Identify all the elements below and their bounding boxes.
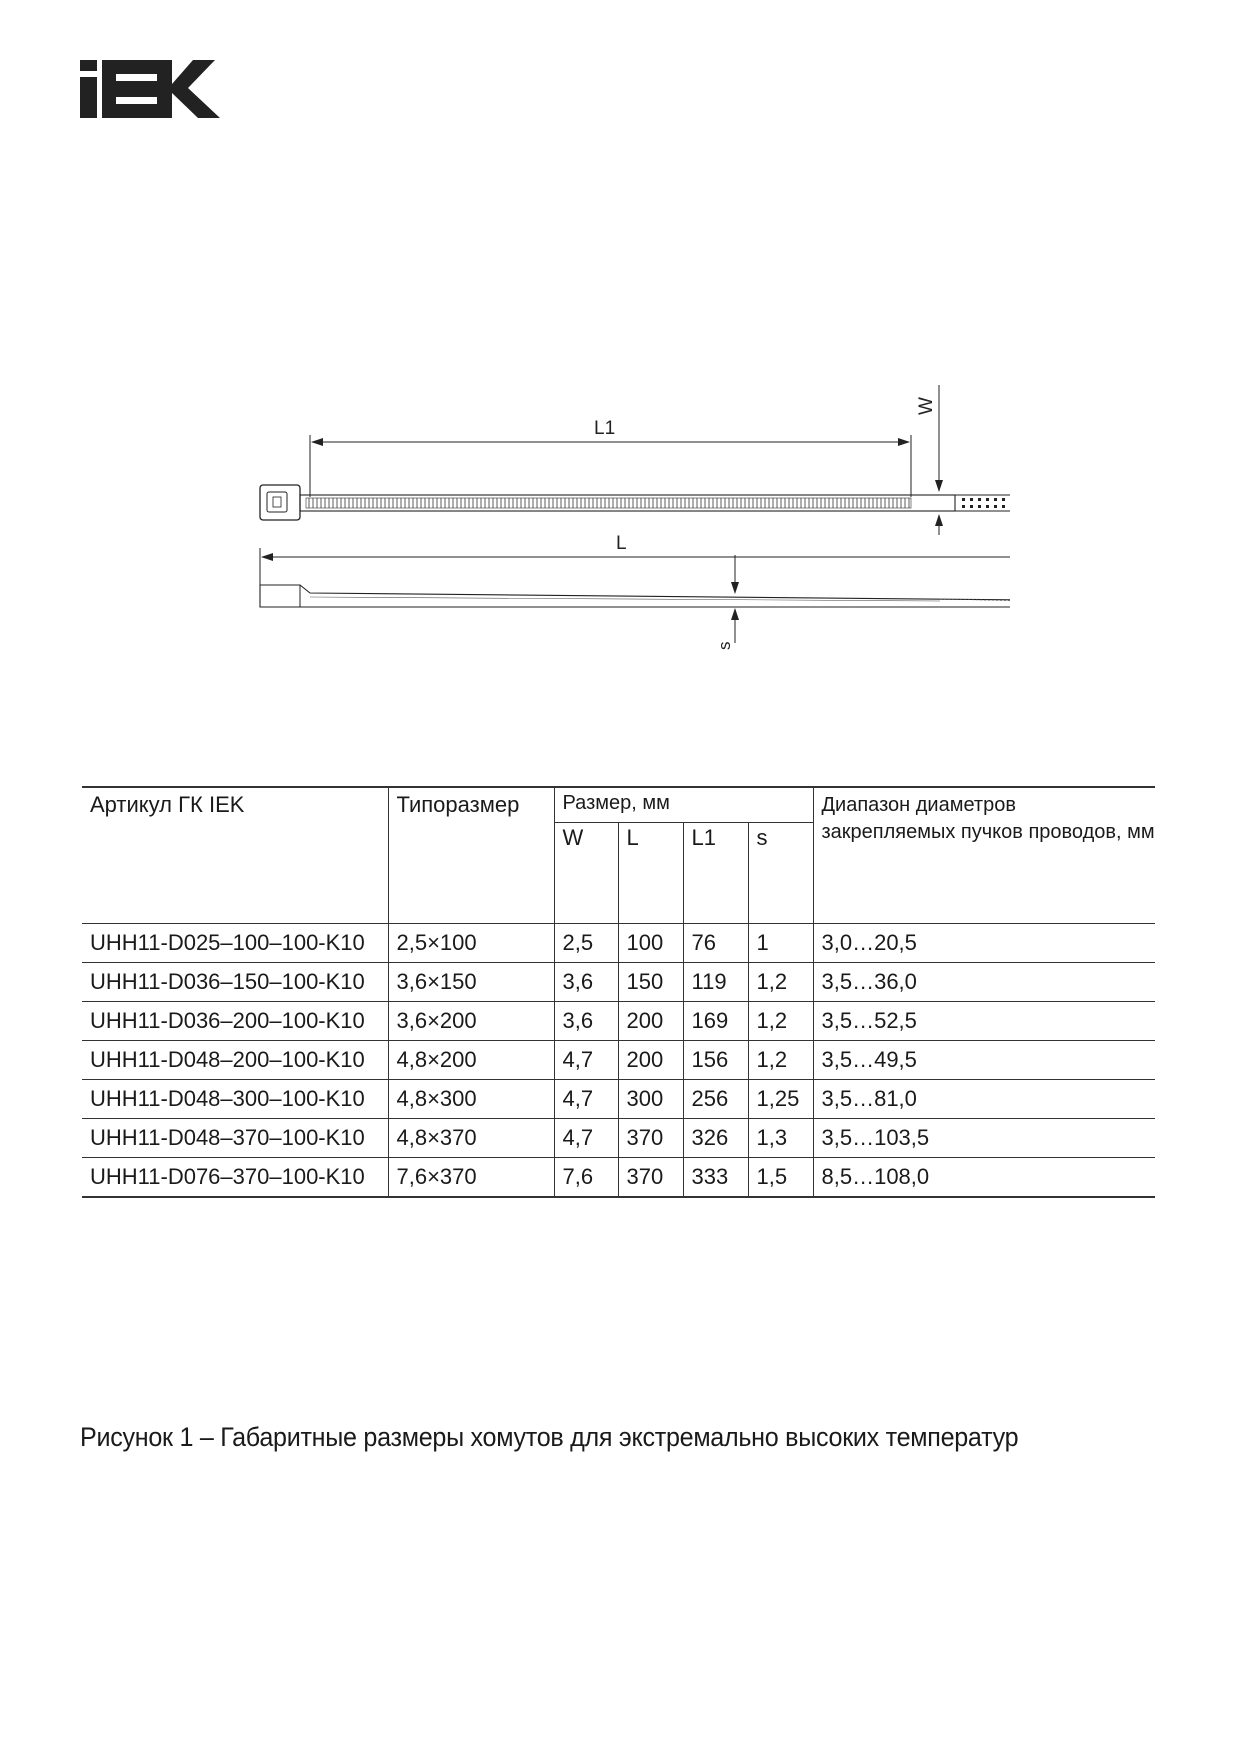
label-l1: L1 [594, 418, 616, 439]
cell-article: UHH11-D048–200–100-K10 [82, 1041, 388, 1080]
table-row [82, 1002, 1155, 1041]
header-s: s [748, 823, 813, 924]
label-l: L [616, 533, 627, 554]
cell-size-type: 4,8×300 [388, 1080, 554, 1119]
cell-article: UHH11-D048–370–100-K10 [82, 1119, 388, 1158]
cell-w: 7,6 [554, 1158, 618, 1198]
iek-logo [80, 60, 220, 118]
cell-range: 3,5…36,0 [813, 963, 1155, 1002]
cell-article: UHH11-D048–300–100-K10 [82, 1080, 388, 1119]
cell-article: UHH11-D025–100–100-K10 [82, 924, 388, 963]
cell-size-type: 7,6×370 [388, 1158, 554, 1198]
table-row [82, 1041, 1155, 1080]
cell-article: UHH11-D036–150–100-K10 [82, 963, 388, 1002]
label-s: s [715, 641, 734, 650]
header-size-type: Типоразмер [388, 787, 554, 924]
cell-w: 3,6 [554, 963, 618, 1002]
tie-side-view [260, 585, 1010, 607]
header-w: W [554, 823, 618, 924]
cell-w: 4,7 [554, 1080, 618, 1119]
spec-table [82, 786, 1155, 1198]
cell-size-type: 2,5×100 [388, 924, 554, 963]
figure-caption: Рисунок 1 – Габаритные размеры хомутов для экстремально высоких температур [80, 1422, 1019, 1452]
tie-top-view [260, 485, 1010, 520]
cell-range: 3,5…103,5 [813, 1119, 1155, 1158]
cell-size-type: 4,8×200 [388, 1041, 554, 1080]
cell-range: 3,5…52,5 [813, 1002, 1155, 1041]
cell-w: 3,6 [554, 1002, 618, 1041]
cell-s: 1,5 [748, 1158, 813, 1198]
header-range: Диапазон диаметров закрепляемых пучков проводов, мм [813, 787, 1155, 924]
label-w: W [916, 397, 937, 415]
cell-l1: 76 [683, 924, 748, 963]
cell-l1: 119 [683, 963, 748, 1002]
cell-w: 4,7 [554, 1041, 618, 1080]
dimension-w [916, 385, 955, 535]
cell-l: 370 [618, 1119, 683, 1158]
cell-l1: 169 [683, 1002, 748, 1041]
table-row [82, 924, 1155, 963]
cell-l: 200 [618, 1002, 683, 1041]
cell-l1: 156 [683, 1041, 748, 1080]
dimension-l1 [310, 418, 911, 497]
cell-w: 4,7 [554, 1119, 618, 1158]
cell-l1: 333 [683, 1158, 748, 1198]
cell-l1: 326 [683, 1119, 748, 1158]
cell-l: 150 [618, 963, 683, 1002]
cell-s: 1,2 [748, 1002, 813, 1041]
table-row [82, 1158, 1155, 1198]
table-row [82, 1119, 1155, 1158]
cell-s: 1,25 [748, 1080, 813, 1119]
cell-s: 1 [748, 924, 813, 963]
cell-s: 1,2 [748, 963, 813, 1002]
cell-l: 370 [618, 1158, 683, 1198]
cell-l: 100 [618, 924, 683, 963]
cell-s: 1,3 [748, 1119, 813, 1158]
cell-l: 300 [618, 1080, 683, 1119]
cable-tie-drawing [240, 385, 1010, 675]
cell-size-type: 4,8×370 [388, 1119, 554, 1158]
cell-article: UHH11-D076–370–100-K10 [82, 1158, 388, 1198]
cell-range: 3,5…49,5 [813, 1041, 1155, 1080]
cell-range: 3,5…81,0 [813, 1080, 1155, 1119]
header-l1: L1 [683, 823, 748, 924]
cell-range: 8,5…108,0 [813, 1158, 1155, 1198]
header-article: Артикул ГК IEK [82, 787, 388, 924]
cell-article: UHH11-D036–200–100-K10 [82, 1002, 388, 1041]
table-row [82, 963, 1155, 1002]
header-l: L [618, 823, 683, 924]
dimension-s [715, 555, 735, 650]
cell-range: 3,0…20,5 [813, 924, 1155, 963]
dimension-l [260, 533, 1010, 600]
table-row [82, 1080, 1155, 1119]
cell-s: 1,2 [748, 1041, 813, 1080]
cell-l: 200 [618, 1041, 683, 1080]
cell-size-type: 3,6×150 [388, 963, 554, 1002]
cell-l1: 256 [683, 1080, 748, 1119]
cell-w: 2,5 [554, 924, 618, 963]
header-dimensions: Размер, мм [554, 787, 813, 823]
cell-size-type: 3,6×200 [388, 1002, 554, 1041]
